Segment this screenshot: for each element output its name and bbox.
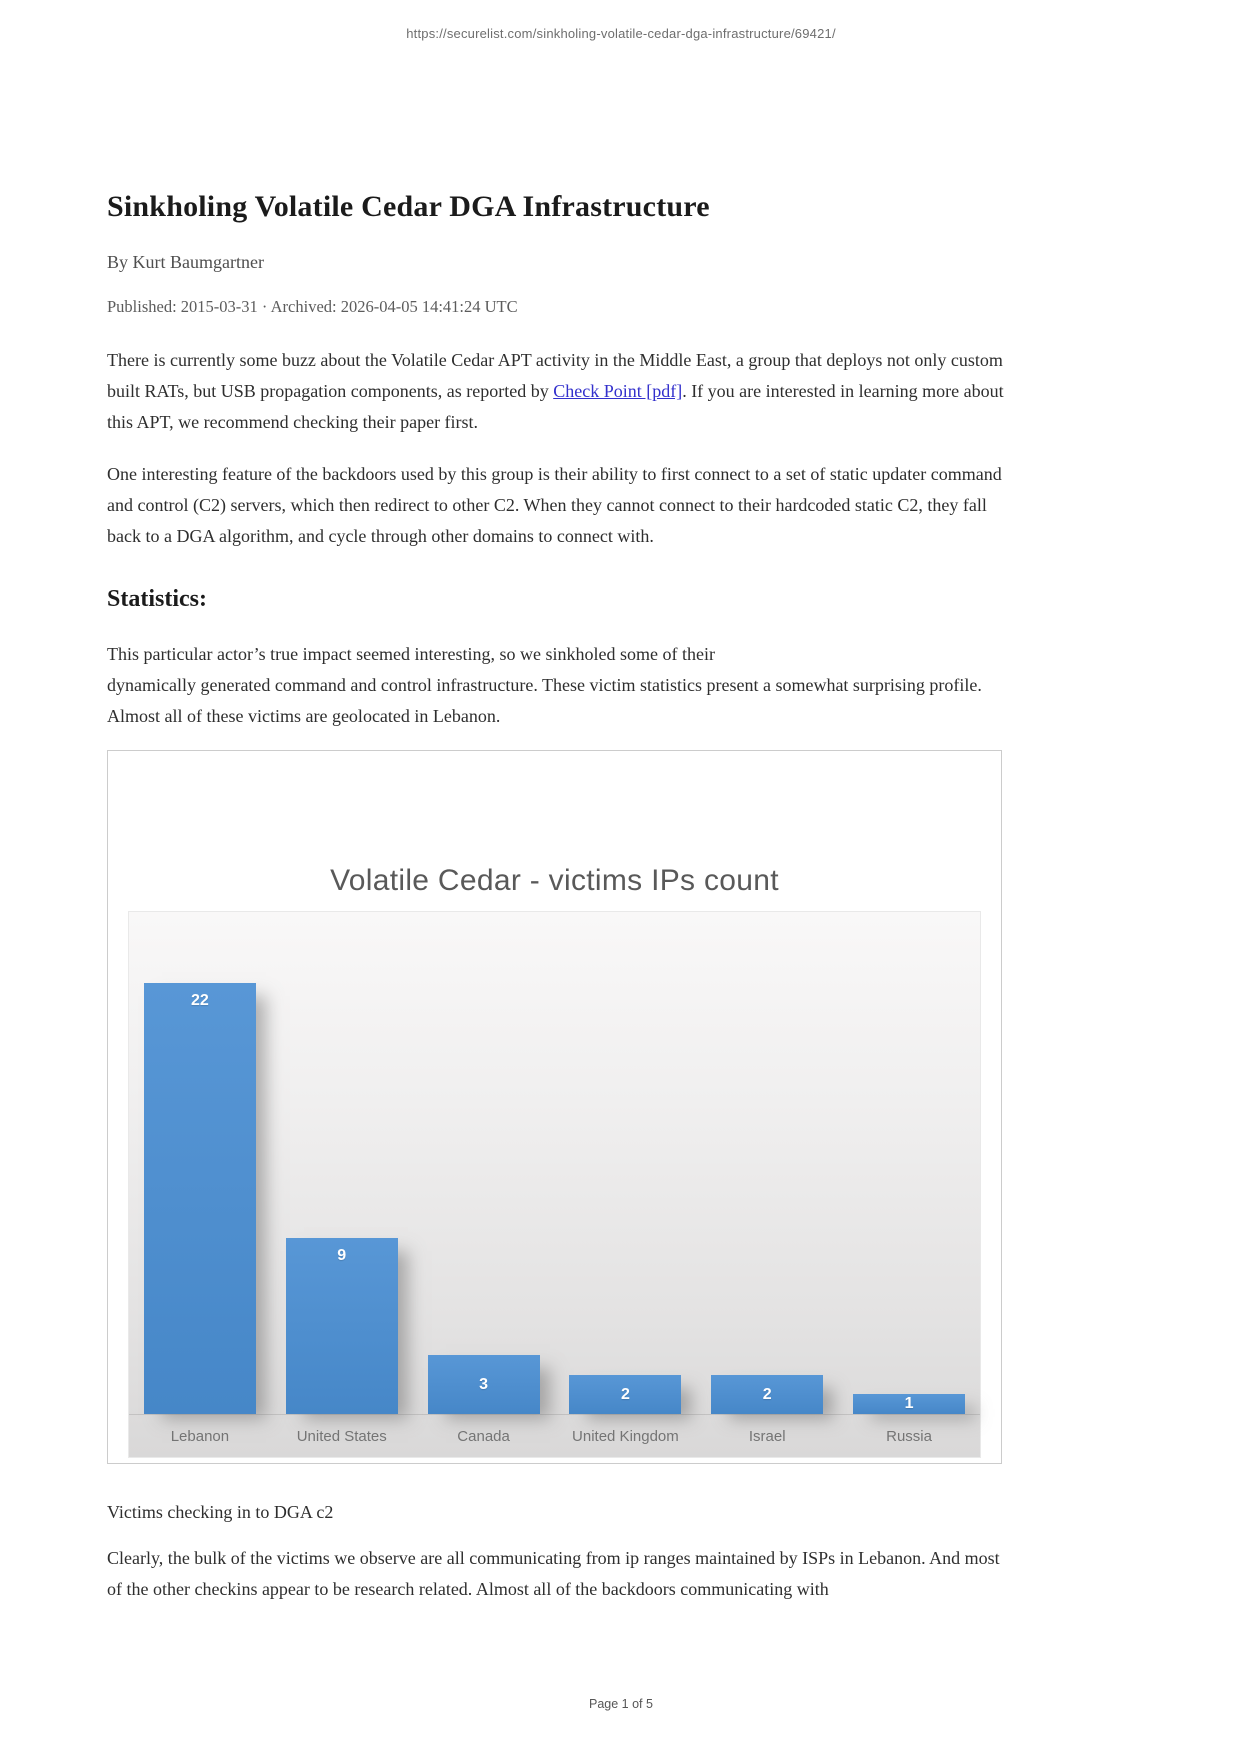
paragraph-intro-text-after: . If you are interested in learning more about this APT, we recommend checking their paper first. xyxy=(107,381,1004,432)
bar-value-label: 2 xyxy=(620,1385,630,1403)
url-header: https://securelist.com/sinkholing-volatile-cedar-dga-infrastructure/69421/ xyxy=(406,26,836,41)
bar-value-label: 3 xyxy=(479,1375,489,1393)
bar-united-kingdom xyxy=(569,1375,681,1414)
article xyxy=(107,0,1004,1605)
bar-israel xyxy=(711,1375,823,1414)
paragraph-statistics xyxy=(107,639,1004,732)
x-axis-label: Canada xyxy=(457,1427,510,1445)
x-axis-label: United Kingdom xyxy=(572,1427,679,1445)
paragraph-intro xyxy=(107,345,1004,438)
section-heading-statistics: Statistics: xyxy=(107,586,207,612)
paragraph-intro-text-before: There is currently some buzz about the Volatile Cedar APT activity in the Middle East, a group that deploys not only custom built RATs, but USB propagation components, as reported by xyxy=(107,350,1003,401)
bar-canada xyxy=(428,1355,540,1414)
bar-column xyxy=(129,912,271,1414)
chart-title: Volatile Cedar - victims IPs count xyxy=(330,864,779,897)
paragraph-statistics-rest: dynamically generated command and control infrastructure. These victim statistics present a somewhat surprising profile. Almost all of these victims are geolocated in Lebanon. xyxy=(107,675,982,726)
paragraph-conclusion: Clearly, the bulk of the victims we observe are all communicating from ip ranges maintained by ISPs in Lebanon. And most of the other checkins appear to be research related. Almost all of the backdoors communicating with xyxy=(107,1548,1000,1599)
x-axis-label: Russia xyxy=(886,1427,932,1445)
x-axis-label: Lebanon xyxy=(170,1427,230,1445)
bar-column xyxy=(413,912,555,1414)
x-axis-label: United States xyxy=(296,1427,387,1445)
bar-column xyxy=(271,912,413,1414)
article-title: Sinkholing Volatile Cedar DGA Infrastructure xyxy=(107,190,710,223)
chart-plot-background xyxy=(128,911,981,1458)
bar-value-label: 2 xyxy=(762,1385,772,1403)
chart-x-axis xyxy=(129,1415,980,1457)
checkpoint-link[interactable]: Check Point [pdf] xyxy=(553,381,683,401)
bar-column xyxy=(838,912,980,1414)
paragraph-backdoors: One interesting feature of the backdoors used by this group is their ability to first connect to a set of static updater command and control (C2) servers, which then redirect to other C2. When they cannot connect to their hardcoded static C2, they fall back to a DGA algorithm, and cycle through other domains to connect with. xyxy=(107,464,1002,546)
chart-caption: Victims checking in to DGA c2 xyxy=(107,1502,334,1522)
x-axis-label: Israel xyxy=(748,1427,786,1445)
bar-column xyxy=(696,912,838,1414)
bar-column xyxy=(554,912,696,1414)
bar-value-label: 1 xyxy=(904,1395,914,1412)
victims-chart xyxy=(107,750,1002,1464)
bar-value-label: 22 xyxy=(191,992,209,1009)
byline: By Kurt Baumgartner xyxy=(107,252,264,272)
bar-united-states xyxy=(286,1238,398,1414)
published-line: Published: 2015-03-31 · Archived: 2026-04-05 14:41:24 UTC xyxy=(107,297,518,316)
paragraph-statistics-line1: This particular actor’s true impact seemed interesting, so we sinkholed some of their xyxy=(107,644,715,664)
bar-value-label: 9 xyxy=(337,1247,347,1264)
bar-lebanon xyxy=(144,983,256,1414)
bar-russia xyxy=(853,1394,965,1414)
chart-plot-area xyxy=(129,912,980,1415)
page-footer: Page 1 of 5 xyxy=(589,1697,653,1711)
